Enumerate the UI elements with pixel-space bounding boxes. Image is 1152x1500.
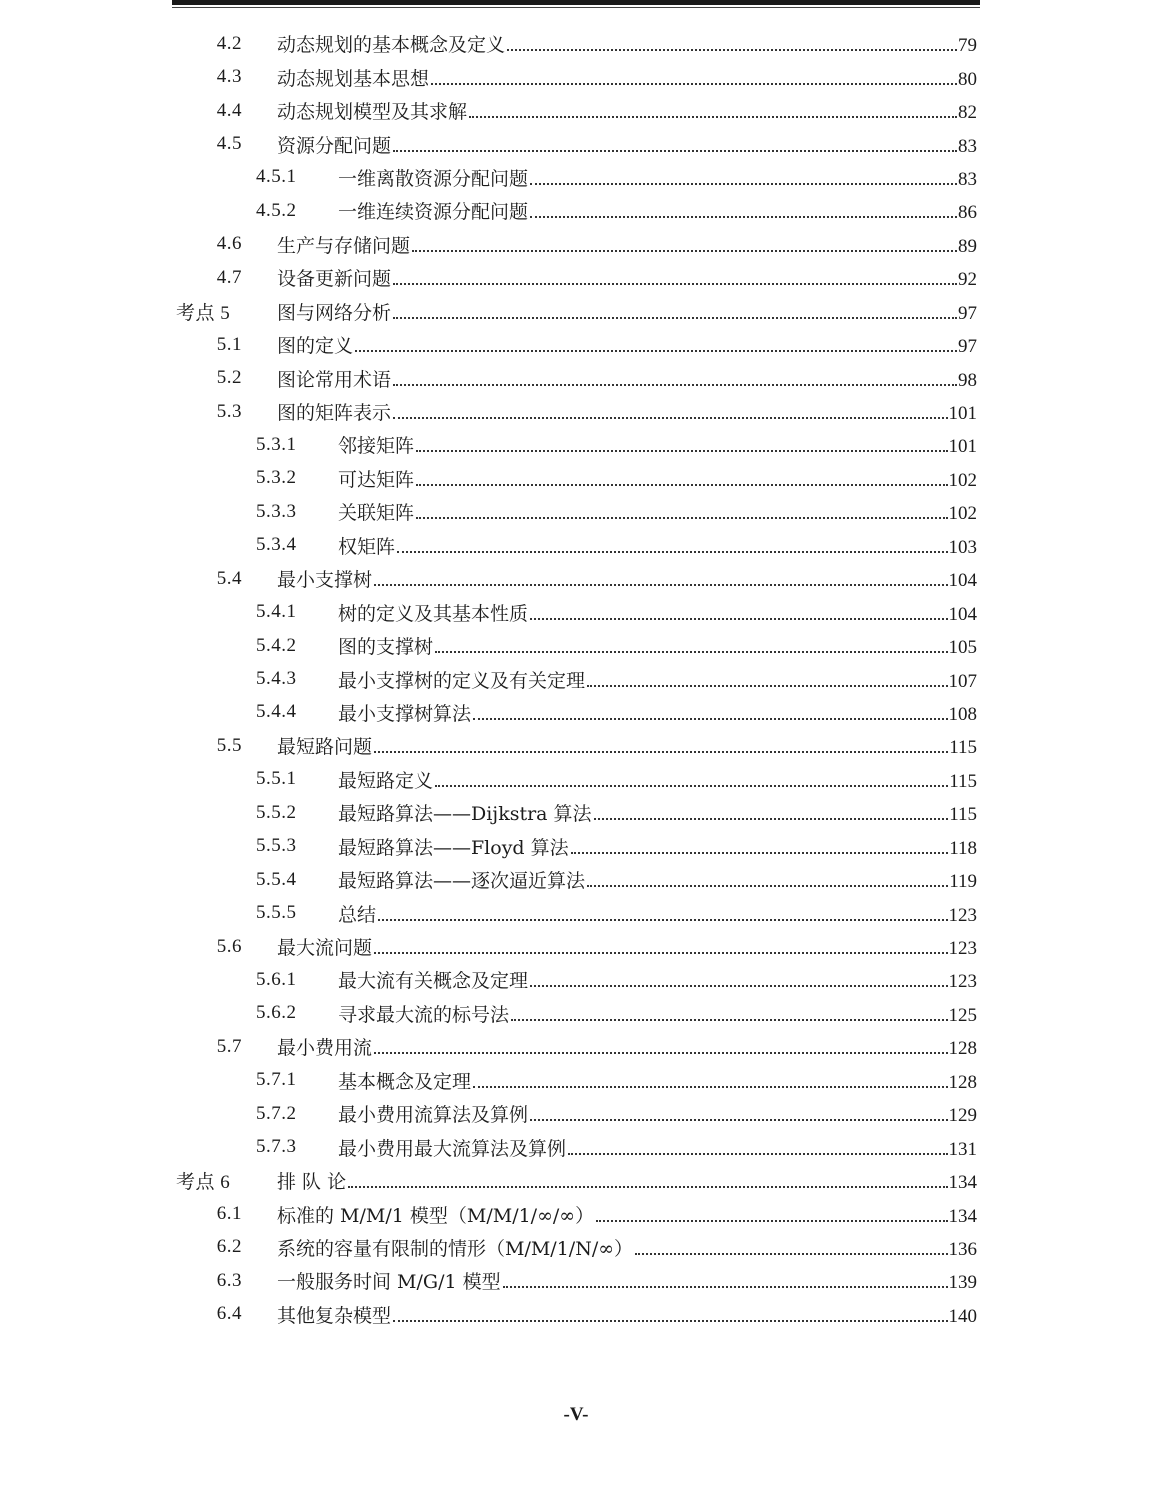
toc-entry-page: 108 — [948, 703, 977, 725]
dot-leader — [393, 417, 947, 419]
toc-entry-title: 系统的容量有限制的情形（M/M/1/N/∞） — [277, 1237, 634, 1260]
toc-entry-title: 最小费用流算法及算例 — [338, 1104, 529, 1127]
toc-entry-title: 图的支撑树 — [338, 636, 434, 659]
toc-entry-number: 5.2 — [216, 367, 242, 389]
toc-entry-page: 134 — [948, 1172, 977, 1194]
toc-entry-page: 119 — [949, 871, 977, 893]
toc-entry-number: 4.2 — [216, 32, 242, 54]
toc-entry-body — [338, 1000, 977, 1027]
toc-entry-page: 82 — [958, 102, 977, 124]
toc-entry — [0, 830, 1152, 863]
toc-entry-body — [338, 197, 977, 224]
toc-entry-number: 4.7 — [216, 266, 242, 288]
toc-entry-page: 123 — [948, 971, 977, 993]
top-rule — [172, 0, 980, 5]
toc-entry — [0, 629, 1152, 662]
dot-leader — [473, 1086, 947, 1088]
toc-entry-body — [277, 1234, 977, 1261]
toc-entry-number: 5.5 — [216, 734, 242, 756]
toc-entry — [0, 1197, 1152, 1230]
toc-entry-number: 5.4.1 — [256, 601, 297, 623]
dot-leader — [568, 1153, 947, 1155]
dot-leader — [503, 1286, 948, 1288]
toc-entry-title: 可达矩阵 — [338, 468, 415, 491]
toc-entry-number: 5.5.5 — [256, 902, 297, 924]
dot-leader — [431, 83, 957, 85]
toc-entry — [0, 27, 1152, 60]
toc-entry-body — [277, 64, 977, 91]
toc-entry — [0, 462, 1152, 495]
toc-entry-body — [277, 933, 977, 960]
toc-entry-title: 最短路定义 — [338, 769, 434, 792]
toc-entry-body — [277, 732, 977, 759]
toc-entry-title: 一般服务时间 M/G/1 模型 — [277, 1271, 501, 1294]
toc-entry-number: 5.1 — [216, 333, 242, 355]
toc-entry-page: 92 — [958, 269, 977, 291]
dot-leader — [348, 1186, 947, 1188]
toc-entry-number: 4.3 — [216, 66, 242, 88]
toc-entry-page: 80 — [958, 68, 977, 90]
toc-entry-page: 104 — [948, 603, 977, 625]
dot-leader — [355, 350, 957, 352]
toc-entry — [0, 930, 1152, 963]
toc-entry-number: 考点 6 — [176, 1172, 231, 1194]
toc-entry-body — [338, 498, 977, 525]
dot-leader — [511, 1019, 947, 1021]
toc-entry-number: 5.3 — [216, 400, 242, 422]
toc-entry-body — [338, 599, 977, 626]
toc-entry-page: 101 — [948, 403, 977, 425]
dot-leader — [374, 584, 947, 586]
toc-entry-page: 102 — [948, 503, 977, 525]
dot-leader — [587, 885, 948, 887]
toc-entry-title: 一维连续资源分配问题 — [338, 201, 529, 224]
dot-leader — [435, 651, 947, 653]
dot-leader — [393, 283, 957, 285]
toc-entry — [0, 729, 1152, 762]
toc-entry-title: 最小费用流 — [277, 1037, 373, 1060]
toc-entry — [0, 495, 1152, 528]
toc-entry — [0, 562, 1152, 595]
toc-entry-number: 4.5.1 — [256, 166, 297, 188]
toc-entry-title: 寻求最大流的标号法 — [338, 1003, 510, 1026]
toc-entry — [0, 1097, 1152, 1130]
dot-leader — [473, 718, 947, 720]
toc-entry-number: 5.5.1 — [256, 768, 297, 790]
dot-leader — [530, 183, 957, 185]
toc-entry-page: 115 — [949, 770, 977, 792]
toc-entry — [0, 228, 1152, 261]
toc-entry-title: 动态规划的基本概念及定义 — [277, 34, 506, 57]
toc-entry-page: 79 — [958, 35, 977, 57]
toc-entry-page: 107 — [948, 670, 977, 692]
dot-leader — [530, 618, 947, 620]
toc-entry-page: 125 — [948, 1004, 977, 1026]
toc-entry-title: 最小支撑树算法 — [338, 702, 472, 725]
toc-entry-number: 5.4.2 — [256, 634, 297, 656]
toc-entry-body — [338, 699, 977, 726]
toc-entry-title: 最短路算法——逐次逼近算法 — [338, 870, 586, 893]
toc-entry-page: 128 — [948, 1071, 977, 1093]
toc-entry — [0, 1264, 1152, 1297]
toc-entry-body — [338, 1067, 977, 1094]
toc-entry-page: 131 — [948, 1138, 977, 1160]
dot-leader — [596, 1220, 947, 1222]
toc-entry-title: 权矩阵 — [338, 535, 396, 558]
toc-entry — [0, 1231, 1152, 1264]
toc-entry-number: 6.4 — [216, 1303, 242, 1325]
dot-leader — [571, 852, 949, 854]
toc-entry — [0, 529, 1152, 562]
toc-entry — [0, 1130, 1152, 1163]
toc-entry-body — [338, 632, 977, 659]
toc-entry-page: 101 — [948, 436, 977, 458]
toc-entry-body — [338, 799, 977, 826]
toc-entry — [0, 763, 1152, 796]
toc-entry-page: 105 — [948, 637, 977, 659]
toc-entry-page: 134 — [948, 1205, 977, 1227]
toc-entry-title: 最小支撑树 — [277, 569, 373, 592]
dot-leader — [393, 317, 957, 319]
toc-entry-body — [338, 866, 977, 893]
toc-entry — [0, 796, 1152, 829]
toc-entry-title: 基本概念及定理 — [338, 1070, 472, 1093]
toc-entry — [0, 595, 1152, 628]
toc-entry-title: 动态规划基本思想 — [277, 67, 430, 90]
toc-entry — [0, 194, 1152, 227]
toc-entry-page: 140 — [948, 1305, 977, 1327]
dot-leader — [530, 985, 947, 987]
toc-entry-number: 5.6.1 — [256, 968, 297, 990]
toc-entry — [0, 261, 1152, 294]
toc-entry-number: 5.3.1 — [256, 433, 297, 455]
toc-entry-title: 最小费用最大流算法及算例 — [338, 1137, 567, 1160]
page-number: -V- — [563, 1404, 589, 1425]
toc-entry-number: 5.5.3 — [256, 835, 297, 857]
toc-entry-number: 4.5 — [216, 133, 242, 155]
toc-entry-title: 关联矩阵 — [338, 502, 415, 525]
toc-entry-title: 树的定义及其基本性质 — [338, 602, 529, 625]
toc-entry-title: 其他复杂模型 — [277, 1304, 392, 1327]
toc-entry — [0, 1030, 1152, 1063]
dot-leader — [469, 116, 957, 118]
toc-entry-body — [277, 565, 977, 592]
dot-leader — [416, 450, 947, 452]
toc-entry-body — [338, 1100, 977, 1127]
toc-entry-body — [338, 666, 977, 693]
toc-entry-title: 设备更新问题 — [277, 268, 392, 291]
toc-entry-number: 5.3.2 — [256, 467, 297, 489]
toc-entry-number: 5.4.3 — [256, 668, 297, 690]
toc-entry-body — [277, 231, 977, 258]
toc-entry-title: 最大流有关概念及定理 — [338, 970, 529, 993]
toc-entry-body — [338, 164, 977, 191]
toc-entry — [0, 1164, 1152, 1197]
toc-entry-title: 最大流问题 — [277, 937, 373, 960]
toc-entry-number: 6.2 — [216, 1236, 242, 1258]
toc-entry-page: 139 — [948, 1272, 977, 1294]
toc-entry-title: 总结 — [338, 903, 377, 926]
toc-entry-body — [277, 1167, 977, 1194]
toc-entry-page: 97 — [958, 336, 977, 358]
toc-entry-title: 最短路问题 — [277, 736, 373, 759]
dot-leader — [378, 919, 947, 921]
toc-entry — [0, 361, 1152, 394]
toc-entry-body — [338, 900, 977, 927]
toc-entry-page: 115 — [949, 804, 977, 826]
toc-entry-title: 最短路算法——Dijkstra 算法 — [338, 803, 592, 826]
toc-entry-page: 118 — [949, 837, 977, 859]
toc-entry-page: 115 — [949, 737, 977, 759]
dot-leader — [397, 551, 947, 553]
toc-entry-title: 最短路算法——Floyd 算法 — [338, 836, 569, 859]
toc-entry-body — [338, 1134, 977, 1161]
toc-entry-body — [277, 331, 977, 358]
toc-entry — [0, 127, 1152, 160]
toc-entry-title: 资源分配问题 — [277, 134, 392, 157]
toc-entry-number: 5.6.2 — [256, 1002, 297, 1024]
dot-leader — [416, 484, 947, 486]
toc-entry-number: 6.1 — [216, 1203, 242, 1225]
toc-entry-body — [338, 966, 977, 993]
toc-entry-page: 123 — [948, 904, 977, 926]
dot-leader — [530, 216, 957, 218]
toc-entry-number: 4.5.2 — [256, 199, 297, 221]
toc-entry-number: 5.5.4 — [256, 868, 297, 890]
toc-entry-title: 邻接矩阵 — [338, 435, 415, 458]
toc-entry-body — [338, 532, 977, 559]
toc-entry-page: 128 — [948, 1038, 977, 1060]
toc-entry — [0, 1298, 1152, 1331]
toc-entry-title: 图的矩阵表示 — [277, 402, 392, 425]
dot-leader — [635, 1253, 947, 1255]
toc-entry-number: 5.3.4 — [256, 534, 297, 556]
toc-entry-page: 89 — [958, 235, 977, 257]
dot-leader — [374, 952, 947, 954]
toc-entry-body — [277, 131, 977, 158]
toc-entry-page: 86 — [958, 202, 977, 224]
toc-entry-body — [338, 833, 977, 860]
toc-entry-number: 5.3.3 — [256, 500, 297, 522]
toc-entry-body — [277, 365, 977, 392]
toc-entry — [0, 963, 1152, 996]
toc-entry-body — [338, 465, 977, 492]
dot-leader — [374, 1052, 947, 1054]
toc-entry — [0, 395, 1152, 428]
dot-leader — [412, 250, 957, 252]
toc-entry-page: 123 — [948, 938, 977, 960]
toc-entry-page: 136 — [948, 1238, 977, 1260]
toc-entry-number: 考点 5 — [176, 302, 231, 324]
toc-entry — [0, 696, 1152, 729]
toc-entry-number: 6.3 — [216, 1269, 242, 1291]
toc-entry-number: 5.7 — [216, 1035, 242, 1057]
toc-entry — [0, 60, 1152, 93]
toc-entry-page: 97 — [958, 302, 977, 324]
dot-leader — [530, 1119, 947, 1121]
toc-entry-page: 103 — [948, 536, 977, 558]
toc-entry-title: 图论常用术语 — [277, 368, 392, 391]
dot-leader — [507, 49, 957, 51]
toc-entry-title: 生产与存储问题 — [277, 234, 411, 257]
toc-entry-title: 动态规划模型及其求解 — [277, 101, 468, 124]
toc-entry-page: 104 — [948, 570, 977, 592]
toc-entry-page: 83 — [958, 135, 977, 157]
toc-entry — [0, 1064, 1152, 1097]
toc-entry-number: 5.4 — [216, 567, 242, 589]
toc-entry-body — [277, 1201, 977, 1228]
toc-entry — [0, 94, 1152, 127]
toc-entry-body — [277, 264, 977, 291]
table-of-contents — [0, 27, 1152, 1331]
toc-entry-number: 4.4 — [216, 99, 242, 121]
toc-entry-body — [338, 431, 977, 458]
toc-entry-body — [277, 1033, 977, 1060]
toc-entry-page: 129 — [948, 1105, 977, 1127]
toc-entry-body — [277, 30, 977, 57]
toc-entry-body — [277, 298, 977, 325]
toc-entry — [0, 863, 1152, 896]
dot-leader — [393, 150, 957, 152]
dot-leader — [587, 685, 947, 687]
toc-entry-number: 5.4.4 — [256, 701, 297, 723]
toc-entry-number: 5.7.2 — [256, 1102, 297, 1124]
toc-entry-body — [338, 766, 977, 793]
toc-entry — [0, 295, 1152, 328]
toc-entry-title: 一维离散资源分配问题 — [338, 167, 529, 190]
toc-entry-number: 5.5.2 — [256, 801, 297, 823]
dot-leader — [416, 517, 947, 519]
dot-leader — [374, 751, 948, 753]
dot-leader — [435, 785, 948, 787]
toc-entry-title: 最小支撑树的定义及有关定理 — [338, 669, 586, 692]
toc-entry-title: 排 队 论 — [277, 1171, 347, 1194]
toc-entry-title: 标准的 M/M/1 模型（M/M/1/∞/∞） — [277, 1204, 595, 1227]
dot-leader — [393, 384, 957, 386]
toc-entry-page: 102 — [948, 469, 977, 491]
toc-entry — [0, 662, 1152, 695]
toc-entry — [0, 328, 1152, 361]
toc-entry-title: 图与网络分析 — [277, 301, 392, 324]
toc-entry-body — [277, 1267, 977, 1294]
toc-entry — [0, 997, 1152, 1030]
toc-entry-number: 5.7.1 — [256, 1069, 297, 1091]
toc-entry-page: 98 — [958, 369, 977, 391]
toc-entry — [0, 161, 1152, 194]
dot-leader — [594, 818, 949, 820]
toc-entry-body — [277, 1301, 977, 1328]
toc-entry-number: 5.6 — [216, 935, 242, 957]
toc-entry — [0, 428, 1152, 461]
toc-entry-body — [277, 97, 977, 124]
toc-entry-title: 图的定义 — [277, 335, 354, 358]
toc-entry-page: 83 — [958, 168, 977, 190]
toc-entry-body — [277, 398, 977, 425]
toc-entry — [0, 896, 1152, 929]
toc-entry-number: 5.7.3 — [256, 1136, 297, 1158]
toc-entry-number: 4.6 — [216, 233, 242, 255]
dot-leader — [393, 1320, 947, 1322]
